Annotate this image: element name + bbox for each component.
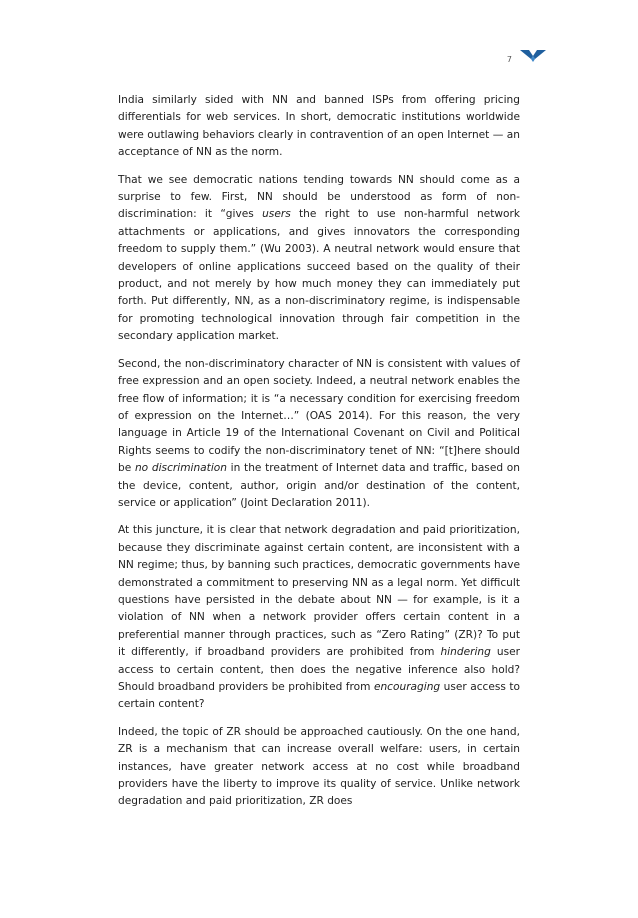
paragraph-text: That we see democratic nations tending towards NN should come as a surprise to few. First, NN should be understood as form of non-discrimination: it “gives <box>118 173 520 221</box>
paragraph <box>118 172 520 346</box>
paragraph <box>118 356 520 513</box>
paragraph-text: in the treatment of Internet data and traffic, based on the device, content, author, origin and/or destination of the content, service or application” (Joint Declaration 2011). <box>118 462 520 509</box>
chevron-logo-icon <box>520 50 546 62</box>
emphasis-text: users <box>262 208 291 221</box>
paragraph-text: user access to certain content, then does the negative inference also hold? Should broadband providers be prohibited from <box>118 646 520 693</box>
paragraph-text: At this juncture, it is clear that network degradation and paid prioritization, because they discriminate against certain content, are inconsistent with a NN regime; thus, by banning such practices, democratic governments have demonstrated a commitment to preserving NN as a legal norm. Yet difficult questions have persisted in the debate about NN — for example, is it a violation of NN when a network provider offers certain content in a preferential manner through practices, such as “Zero Rating” (ZR)? To put it differently, if broadband providers are prohibited from <box>118 524 520 659</box>
paragraph-text: Indeed, the topic of ZR should be approached cautiously. On the one hand, ZR is a mechanism that can increase overall welfare: users, in certain instances, have greater network access at no cost while broadband providers have the liberty to improve its quality of service. Unlike network degradation and paid prioritization, ZR does <box>118 725 520 808</box>
paragraph <box>118 724 520 811</box>
logo-right-wing <box>533 50 546 59</box>
paragraph-text: India similarly sided with NN and banned ISPs from offering pricing differentials for web services. In short, democratic institutions worldwide were outlawing behaviors clearly in contravention of an open Internet — an acceptance of NN as the norm. <box>118 94 520 159</box>
paragraph <box>118 522 520 713</box>
document-body <box>118 92 520 821</box>
emphasis-text: no discrimination <box>134 462 227 475</box>
paragraph-text: user access to certain content? <box>118 681 521 711</box>
logo-left-wing <box>520 50 533 59</box>
paragraph <box>118 92 520 162</box>
emphasis-text: hindering <box>440 646 491 659</box>
paragraph-text: the right to use non-harmful network attachments or applications, and gives innovators the corresponding freedom to supply them.” (Wu 2003). A neutral network would ensure that developers of online applications succeed based on the quality of their product, and not merely by how much money they can immediately put forth. Put differently, NN, as a non-discriminatory regime, is indispensable for promoting technological innovation through fair competition in the secondary application market. <box>118 208 520 343</box>
page-number: 7 <box>506 54 512 64</box>
emphasis-text: encouraging <box>373 681 441 693</box>
paragraph-text: Second, the non-discriminatory character of NN is consistent with values of free expression and an open society. Indeed, a neutral network enables the free flow of information; it is “a necessary condition for exercising freedom of expression on the Internet…” (OAS 2014). For this reason, the very language in Article 19 of the International Covenant on Civil and Political Rights seems to codify the non-discriminatory tenet of NN: “[t]here should be <box>118 357 520 475</box>
page-header <box>507 50 546 62</box>
